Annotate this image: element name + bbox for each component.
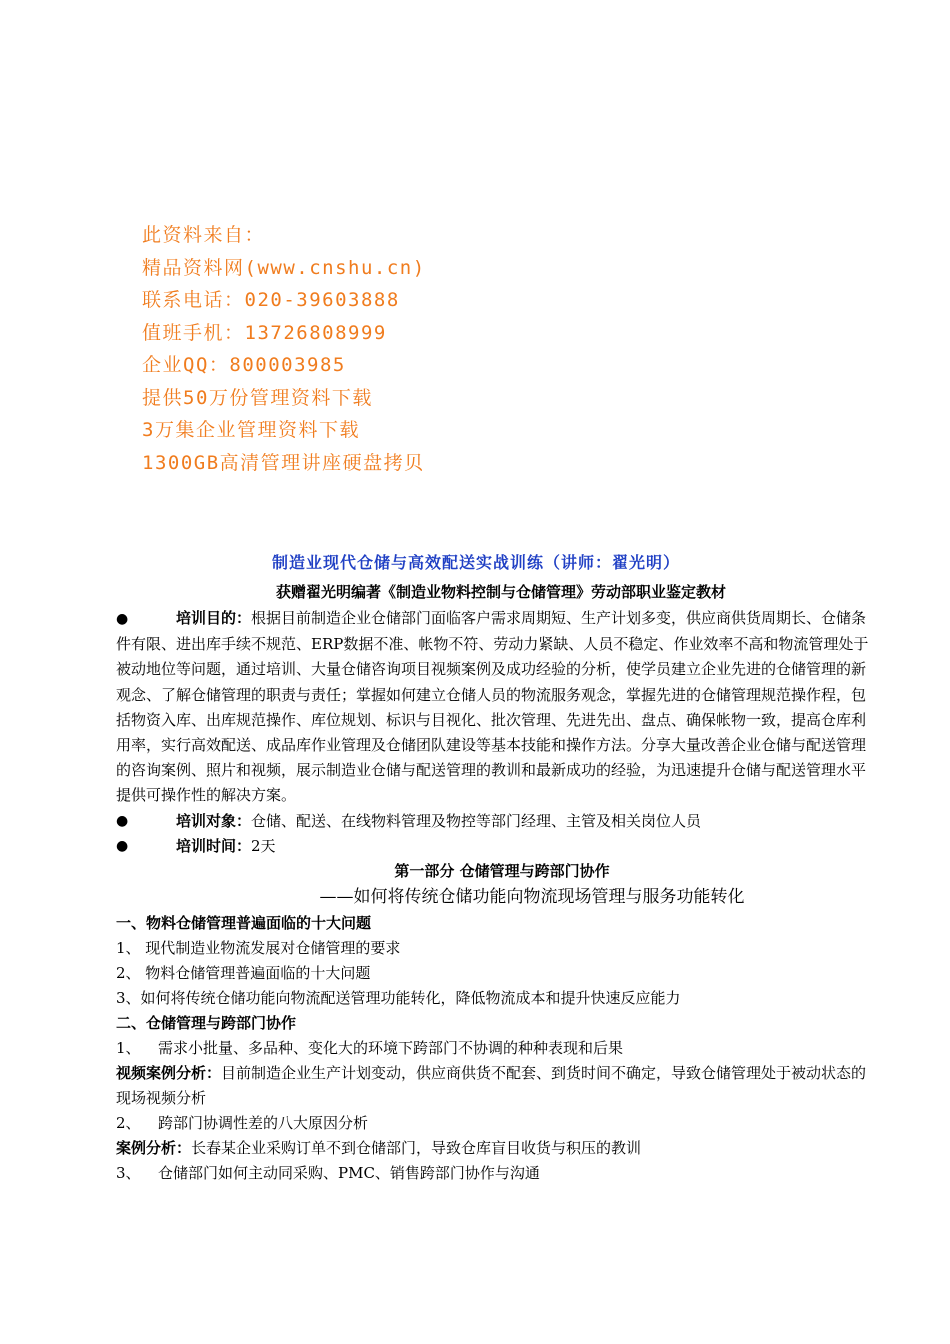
- part-title: 第一部分 仓储管理与跨部门协作: [394, 862, 610, 881]
- course-title: 制造业现代仓储与高效配送实战训练（讲师：翟光明）: [271, 553, 680, 572]
- time-row: [116, 834, 878, 859]
- case-label: 案例分析：: [116, 1139, 192, 1158]
- promo-website-line: 精品资料网(www.cnshu.cn): [142, 256, 426, 279]
- purpose-label: 培训目的：: [176, 609, 252, 627]
- time-label: 培训时间：: [176, 836, 252, 855]
- section1-item: 1、 现代制造业物流发展对仓储管理的要求: [116, 939, 401, 958]
- document-body: [116, 548, 878, 1186]
- target-label: 培训对象：: [176, 811, 252, 830]
- part-subtitle: ——如何将传统仓储功能向物流现场管理与服务功能转化: [319, 887, 745, 908]
- promo-phone-line: 联系电话：020-39603888: [142, 289, 400, 311]
- target-row: [116, 809, 878, 834]
- section2-heading: 二、仓储管理与跨部门协作: [116, 1014, 297, 1033]
- promo-qq-line: 企业QQ：800003985: [142, 354, 346, 376]
- promo-video-line: 3万集企业管理资料下载: [142, 419, 360, 441]
- item-text: 需求小批量、多品种、变化大的环境下跨部门不协调的种种表现和后果: [158, 1039, 624, 1058]
- section1-item: 2、 物料仓储管理普遍面临的十大问题: [116, 964, 371, 983]
- section1-heading: 一、物料仓储管理普遍面临的十大问题: [116, 914, 372, 933]
- promo-disk-line: 1300GB高清管理讲座硬盘拷贝: [142, 451, 425, 474]
- case-analysis: [116, 1136, 878, 1161]
- target-text: 仓储、配送、在线物料管理及物控等部门经理、主管及相关岗位人员: [251, 811, 702, 830]
- section2-item: [116, 1161, 878, 1186]
- item-number: 3、: [116, 1164, 141, 1183]
- purpose-paragraph: [116, 606, 878, 809]
- item-number: 2、: [116, 1114, 141, 1133]
- section2-item: [116, 1111, 878, 1136]
- item-text: 跨部门协调性差的八大原因分析: [158, 1114, 369, 1133]
- promo-offer-line: 提供50万份管理资料下载: [142, 386, 373, 409]
- bullet-icon: ●: [116, 611, 129, 627]
- bullet-icon: ●: [116, 812, 129, 829]
- bullet-icon: ●: [116, 837, 129, 854]
- promo-block: [142, 219, 426, 479]
- course-subtitle: 获赠翟光明编著《制造业物料控制与仓储管理》劳动部职业鉴定教材: [275, 583, 726, 601]
- section2-item: [116, 1036, 878, 1061]
- item-text: 仓储部门如何主动同采购、PMC、销售跨部门协作与沟通: [158, 1164, 540, 1183]
- purpose-text: 根据目前制造企业仓储部门面临客户需求周期短、生产计划多变，供应商供货周期长、仓储条件有限、进出库手续不规范、ERP数据不准、帐物不符、劳动力紧缺、人员不稳定、作业效率不高和物流管理处于被动地位等问题，通过培训、大量仓储咨询项目视频案例及成功经验的分析，使学员建立企业先进的仓储管理的新观念、了解仓储管理的职责与责任；掌握如何建立仓储人员的物流服务观念，掌握先进的仓储管理规范操作程，包括物资入库、出库规范操作、库位规划、标识与目视化、批次管理、先进先出、盘点、确保帐物一致，提高仓库利用率，实行高效配送、成品库作业管理及仓储团队建设等基本技能和操作方法。分享大量改善企业仓储与配送管理的咨询案例、照片和视频，展示制造业仓储与配送管理的教训和最新成功的经验，为迅速提升仓储与配送管理水平提供可操作性的解决方案。: [116, 609, 869, 805]
- item-number: 1、: [116, 1039, 141, 1058]
- video-case-text: 目前制造企业生产计划变动，供应商供货不配套、到货时间不确定，导致仓储管理处于被动状态的现场视频分析: [116, 1064, 867, 1108]
- video-case-label: 视频案例分析：: [116, 1064, 222, 1083]
- promo-mobile-line: 值班手机：13726808999: [142, 321, 387, 344]
- video-case-analysis: [116, 1061, 878, 1111]
- promo-source-line: 此资料来自：: [142, 224, 266, 246]
- time-text: 2天: [251, 836, 276, 855]
- case-text: 长春某企业采购订单不到仓储部门，导致仓库盲目收货与积压的教训: [191, 1139, 642, 1158]
- section1-item: 3、如何将传统仓储功能向物流配送管理功能转化，降低物流成本和提升快速反应能力: [116, 989, 681, 1008]
